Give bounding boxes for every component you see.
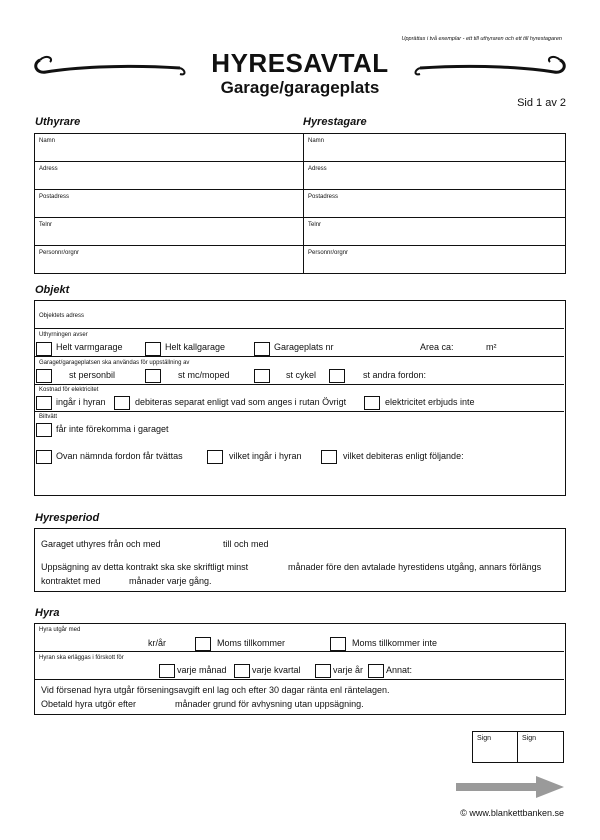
car-count-box[interactable] xyxy=(36,369,52,383)
field-label: Adress xyxy=(308,166,327,172)
use-row xyxy=(35,329,564,357)
parties-table xyxy=(34,133,566,274)
use-warm-label: Helt varmgarage xyxy=(56,342,123,352)
landlord-postal-field[interactable] xyxy=(35,190,303,218)
advance-other-label: Annat: xyxy=(386,665,413,675)
period-heading: Hyresperiod xyxy=(35,512,100,524)
unpaid-text-b: månader grund för avhysning utan uppsägning. xyxy=(175,699,364,709)
rent-amount-label: Hyra utgår med xyxy=(39,627,81,633)
document-title: HYRESAVTAL xyxy=(211,48,389,78)
electricity-none-label: elektricitet erbjuds inte xyxy=(385,397,475,407)
field-label: Telnr xyxy=(308,222,322,228)
object-heading: Objekt xyxy=(35,284,70,296)
wash-label: Biltvätt xyxy=(39,414,58,420)
landlord-heading: Uthyrare xyxy=(35,116,81,128)
field-label: Namn xyxy=(39,138,56,144)
period-from-label: Garaget uthyres från och med xyxy=(41,539,161,549)
landlord-name-field[interactable] xyxy=(35,134,303,162)
object-address-label: Objektets adress xyxy=(39,313,85,319)
sign-label: Sign xyxy=(522,735,537,742)
electricity-separate-label: debiteras separat enligt vad som anges i rutan Övrigt xyxy=(135,397,347,407)
advance-month-label: varje månad xyxy=(177,665,227,675)
vat-no-label: Moms tillkommer inte xyxy=(352,638,438,648)
field-label: Adress xyxy=(39,166,58,172)
field-label: Postadress xyxy=(39,194,70,200)
next-page-arrow-icon[interactable] xyxy=(456,776,564,798)
use-warm-checkbox[interactable] xyxy=(36,342,52,356)
bike-count-box[interactable] xyxy=(254,369,270,383)
wash-forbidden-label: får inte förekomma i garaget xyxy=(56,424,169,434)
landlord-address-field[interactable] xyxy=(35,162,303,190)
car-label: st personbil xyxy=(69,370,116,380)
field-label: Namn xyxy=(308,138,325,144)
notice-text-d: månader varje gång. xyxy=(129,576,212,586)
use-spot-checkbox[interactable] xyxy=(254,342,270,356)
field-label: Personnr/orgnr xyxy=(308,250,349,256)
tenant-fields xyxy=(304,134,565,273)
rent-advance-row xyxy=(35,652,564,680)
rent-amount-row xyxy=(35,624,564,652)
mc-count-box[interactable] xyxy=(145,369,161,383)
field-label: Personnr/orgnr xyxy=(39,250,80,256)
landlord-phone-field[interactable] xyxy=(35,218,303,246)
object-section xyxy=(34,300,566,496)
tenant-name-field[interactable] xyxy=(304,134,565,162)
website-credit: © www.blankettbanken.se xyxy=(460,808,564,818)
wash-charged-checkbox[interactable] xyxy=(321,450,337,464)
rent-section xyxy=(34,623,566,715)
notice-text-b: månader före den avtalade hyrestidens utgång, annars förlängs xyxy=(288,562,542,572)
period-section xyxy=(34,528,566,592)
wash-allowed-label: Ovan nämnda fordon får tvättas xyxy=(56,451,183,461)
tenant-heading: Hyrestagare xyxy=(303,116,367,128)
wash-forbidden-checkbox[interactable] xyxy=(36,423,52,437)
electricity-included-checkbox[interactable] xyxy=(36,396,52,410)
advance-year-checkbox[interactable] xyxy=(315,664,331,678)
landlord-id-field[interactable] xyxy=(35,246,303,273)
wash-included-checkbox[interactable] xyxy=(207,450,223,464)
advance-quarter-checkbox[interactable] xyxy=(234,664,250,678)
object-address-field[interactable] xyxy=(35,301,564,329)
landlord-fields xyxy=(35,134,304,273)
electricity-separate-checkbox[interactable] xyxy=(114,396,130,410)
other-count-box[interactable] xyxy=(329,369,345,383)
use-label: Uthyrningen avser xyxy=(39,332,88,338)
advance-other-checkbox[interactable] xyxy=(368,664,384,678)
parking-row xyxy=(35,357,564,385)
electricity-label: Kostnad för elektricitet xyxy=(39,387,99,393)
notice-text-c: kontraktet med xyxy=(41,576,101,586)
area-label: Area ca: xyxy=(420,342,454,352)
wash-allowed-checkbox[interactable] xyxy=(36,450,52,464)
sign-boxes xyxy=(472,731,564,763)
sign-box-1[interactable] xyxy=(473,732,518,762)
electricity-included-label: ingår i hyran xyxy=(56,397,106,407)
vat-no-checkbox[interactable] xyxy=(330,637,346,651)
bike-label: st cykel xyxy=(286,370,317,380)
rent-amount-unit: kr/år xyxy=(148,638,166,648)
wash-charged-label: vilket debiteras enligt följande: xyxy=(343,451,464,461)
electricity-row xyxy=(35,385,564,412)
rent-heading: Hyra xyxy=(35,607,60,619)
tenant-phone-field[interactable] xyxy=(304,218,565,246)
document-subtitle: Garage/garageplats xyxy=(220,78,380,97)
page-indicator: Sid 1 av 2 xyxy=(517,97,566,109)
wash-row xyxy=(35,412,564,494)
mc-label: st mc/moped xyxy=(178,370,230,380)
area-unit: m² xyxy=(486,342,497,352)
sign-box-2[interactable] xyxy=(518,732,563,762)
tenant-postal-field[interactable] xyxy=(304,190,565,218)
field-label: Telnr xyxy=(39,222,53,228)
tenant-address-field[interactable] xyxy=(304,162,565,190)
vat-yes-label: Moms tillkommer xyxy=(217,638,286,648)
unpaid-text-a: Obetald hyra utgör efter xyxy=(41,699,137,709)
parking-label: Garaget/garageplatsen ska användas för uppställning av xyxy=(39,360,190,366)
tenant-id-field[interactable] xyxy=(304,246,565,273)
rent-advance-label: Hyran ska erläggas i förskott för xyxy=(39,655,124,661)
wash-included-label: vilket ingår i hyran xyxy=(229,451,302,461)
use-cold-checkbox[interactable] xyxy=(145,342,161,356)
field-label: Postadress xyxy=(308,194,339,200)
other-vehicle-label: st andra fordon: xyxy=(363,370,427,380)
notice-text-a: Uppsägning av detta kontrakt ska ske skriftligt minst xyxy=(41,562,249,572)
advance-quarter-label: varje kvartal xyxy=(252,665,301,675)
advance-year-label: varje år xyxy=(333,665,364,675)
electricity-none-checkbox[interactable] xyxy=(364,396,380,410)
advance-month-checkbox[interactable] xyxy=(159,664,175,678)
vat-yes-checkbox[interactable] xyxy=(195,637,211,651)
use-spot-label: Garageplats nr xyxy=(274,342,334,352)
copies-note: Upprättas i två exemplar - ett till uthyraren och ett till hyrestagaren xyxy=(401,36,562,42)
sign-label: Sign xyxy=(477,735,492,742)
use-cold-label: Helt kallgarage xyxy=(165,342,226,352)
late-fee-text: Vid försenad hyra utgår förseningsavgift enl lag och efter 30 dagar ränta enl räntelagen. xyxy=(41,685,390,695)
period-to-label: till och med xyxy=(223,539,269,549)
